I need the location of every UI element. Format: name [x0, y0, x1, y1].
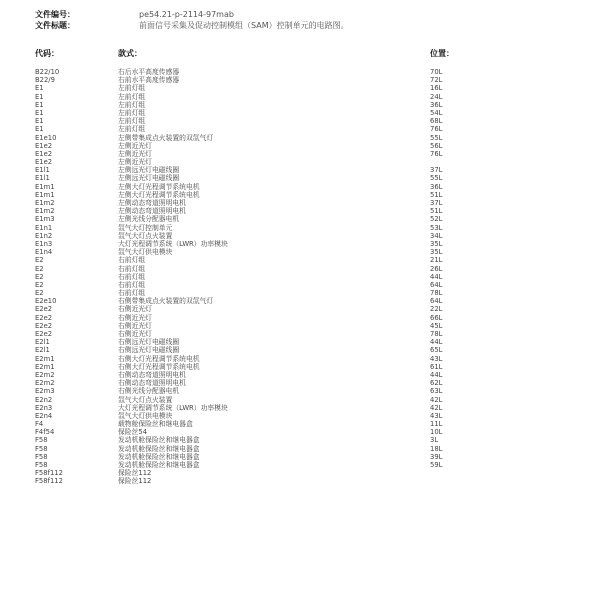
row-desc: 左前灯组 [118, 108, 146, 117]
row-code: E2 [35, 289, 44, 298]
table-row [0, 338, 601, 346]
row-code: F4 [35, 420, 44, 429]
row-code: E2e10 [35, 297, 57, 306]
row-code: F58 [35, 436, 48, 445]
table-row [0, 322, 601, 330]
table-row [0, 256, 601, 264]
table-row [0, 125, 601, 133]
row-pos: 72L [430, 76, 443, 85]
row-pos: 53L [430, 223, 443, 232]
row-desc: 左侧远光灯电磁线圈 [118, 174, 180, 183]
row-desc: 右前水平高度传感器 [118, 76, 180, 85]
row-pos: 54L [430, 108, 443, 117]
column-header-pos: 位置： [430, 49, 454, 58]
row-pos: 76L [430, 125, 443, 134]
row-pos: 18L [430, 444, 443, 453]
table-row [0, 93, 601, 101]
table-row [0, 371, 601, 379]
row-pos: 61L [430, 362, 443, 371]
row-pos: 22L [430, 305, 443, 314]
row-desc: 右前灯组 [118, 256, 146, 265]
row-code: E1e2 [35, 158, 53, 167]
row-desc: 右侧近光灯 [118, 321, 152, 330]
row-code: E2l1 [35, 346, 50, 355]
table-row [0, 281, 601, 289]
row-code: E1m3 [35, 215, 55, 224]
table-row [0, 363, 601, 371]
row-desc: 右侧带集成点火装置的双氙气灯 [118, 297, 214, 306]
row-desc: 氙气大灯控制单元 [118, 223, 173, 232]
row-code: E2 [35, 280, 44, 289]
table-row [0, 166, 601, 174]
row-pos: 44L [430, 272, 443, 281]
table-row [0, 248, 601, 256]
row-desc: 左前灯组 [118, 84, 146, 93]
row-code: E1n3 [35, 239, 53, 248]
row-code: E1m1 [35, 190, 55, 199]
table-row [0, 379, 601, 387]
row-desc: 右侧大灯光程调节系统电机 [118, 362, 200, 371]
table-row [0, 101, 601, 109]
row-code: E2l1 [35, 338, 50, 347]
row-desc: 发动机舱保险丝和继电器盒 [118, 436, 200, 445]
row-code: E2e2 [35, 330, 53, 338]
row-desc: 右前灯组 [118, 272, 146, 281]
row-pos: 45L [430, 321, 443, 330]
table-row [0, 346, 601, 354]
column-header-code: 代码： [35, 49, 59, 58]
parts-table [0, 68, 601, 486]
row-desc: 载物舱保险丝和继电器盒 [118, 420, 193, 429]
row-pos: 62L [430, 379, 443, 388]
row-desc: 右侧远光灯电磁线圈 [118, 338, 180, 347]
row-pos: 36L [430, 182, 443, 191]
table-row [0, 134, 601, 142]
row-pos: 36L [430, 100, 443, 109]
table-row [0, 240, 601, 248]
row-pos: 56L [430, 141, 443, 150]
table-row [0, 289, 601, 297]
row-desc: 左侧近光灯 [118, 149, 152, 158]
table-row [0, 183, 601, 191]
row-desc: 右前灯组 [118, 280, 146, 289]
table-row [0, 265, 601, 273]
row-desc: 氙气大灯供电模块 [118, 411, 173, 420]
row-code: E1l1 [35, 166, 50, 175]
row-code: E1m2 [35, 207, 55, 216]
table-row [0, 199, 601, 207]
row-code: F58f112 [35, 469, 63, 478]
row-desc: 大灯光程调节系统（LWR）功率模块 [118, 403, 228, 412]
row-desc: 左侧动态弯道照明电机 [118, 207, 186, 216]
row-desc: 左侧光线分配器电机 [118, 215, 180, 224]
row-pos: 37L [430, 199, 443, 207]
row-pos: 64L [430, 280, 443, 289]
doc-number-value: pe54.21-p-2114-97mab [139, 10, 234, 19]
row-code: F4f54 [35, 428, 55, 437]
row-pos: 44L [430, 370, 443, 379]
row-pos: 43L [430, 411, 443, 420]
row-code: E2m1 [35, 354, 55, 363]
row-code: E1 [35, 100, 44, 109]
row-code: E2e2 [35, 313, 53, 322]
row-pos: 78L [430, 330, 443, 338]
row-pos: 70L [430, 68, 443, 76]
row-pos: 51L [430, 207, 443, 216]
row-pos: 42L [430, 395, 443, 404]
row-code: E1e10 [35, 133, 57, 142]
row-desc: 氙气大灯点火装置 [118, 395, 173, 404]
column-header-desc: 款式： [118, 49, 142, 58]
row-desc: 左前灯组 [118, 92, 146, 101]
table-row [0, 469, 601, 477]
row-code: E1e2 [35, 149, 53, 158]
row-desc: 氙气大灯点火装置 [118, 231, 173, 240]
table-row [0, 142, 601, 150]
row-desc: 发动机舱保险丝和继电器盒 [118, 444, 200, 453]
row-desc: 保险丝112 [118, 469, 152, 478]
row-desc: 左侧远光灯电磁线圈 [118, 166, 180, 175]
row-pos: 16L [430, 84, 443, 93]
row-desc: 右侧光线分配器电机 [118, 387, 180, 396]
row-pos: 64L [430, 297, 443, 306]
table-row [0, 174, 601, 182]
row-code: F58f112 [35, 477, 63, 486]
row-code: B22/10 [35, 68, 60, 76]
table-row [0, 224, 601, 232]
row-desc: 右侧近光灯 [118, 313, 152, 322]
table-row [0, 420, 601, 428]
row-code: E1l1 [35, 174, 50, 183]
row-code: F58 [35, 461, 48, 469]
row-pos: 35L [430, 248, 443, 257]
row-desc: 氙气大灯供电模块 [118, 248, 173, 257]
table-row [0, 428, 601, 436]
row-pos: 10L [430, 428, 443, 437]
row-pos: 35L [430, 239, 443, 248]
table-row [0, 314, 601, 322]
row-desc: 右前灯组 [118, 289, 146, 298]
row-code: E2n4 [35, 411, 53, 420]
row-pos: 76L [430, 149, 443, 158]
row-pos: 3L [430, 436, 439, 445]
row-pos: 52L [430, 215, 443, 224]
doc-number-label: 文件编号： [35, 10, 75, 19]
table-row [0, 297, 601, 305]
row-code: E1m2 [35, 199, 55, 207]
row-desc: 左侧近光灯 [118, 158, 152, 167]
table-row [0, 453, 601, 461]
table-row [0, 477, 601, 485]
table-row [0, 68, 601, 76]
row-desc: 右前灯组 [118, 264, 146, 273]
row-code: E2m2 [35, 379, 55, 388]
row-code: E1 [35, 125, 44, 134]
table-row [0, 387, 601, 395]
row-pos: 59L [430, 461, 443, 469]
table-row [0, 76, 601, 84]
row-code: B22/9 [35, 76, 55, 85]
row-code: E1n1 [35, 223, 53, 232]
table-row [0, 150, 601, 158]
row-pos: 51L [430, 190, 443, 199]
row-pos: 65L [430, 346, 443, 355]
row-pos: 24L [430, 92, 443, 101]
row-desc: 发动机舱保险丝和继电器盒 [118, 461, 200, 469]
row-code: E1m1 [35, 182, 55, 191]
row-pos: 55L [430, 133, 443, 142]
row-pos: 11L [430, 420, 443, 429]
row-desc: 左侧带集成点火装置的双氙气灯 [118, 133, 214, 142]
table-row [0, 215, 601, 223]
table-row [0, 305, 601, 313]
row-pos: 34L [430, 231, 443, 240]
row-desc: 右侧远光灯电磁线圈 [118, 346, 180, 355]
row-code: E2 [35, 264, 44, 273]
row-pos: 21L [430, 256, 443, 265]
row-code: E2m2 [35, 370, 55, 379]
row-pos: 68L [430, 117, 443, 126]
doc-title-value: 前面信号采集及促动控制模组（SAM）控制单元的电路图。 [139, 21, 349, 30]
table-row [0, 355, 601, 363]
row-desc: 左侧近光灯 [118, 141, 152, 150]
table-row [0, 158, 601, 166]
row-desc: 保险丝112 [118, 477, 152, 486]
row-code: E2 [35, 272, 44, 281]
row-code: E1 [35, 117, 44, 126]
row-pos: 43L [430, 354, 443, 363]
table-row [0, 117, 601, 125]
row-pos: 63L [430, 387, 443, 396]
row-desc: 右侧大灯光程调节系统电机 [118, 354, 200, 363]
row-code: E1e2 [35, 141, 53, 150]
row-code: E1 [35, 92, 44, 101]
table-row [0, 412, 601, 420]
table-row [0, 436, 601, 444]
table-row [0, 404, 601, 412]
row-desc: 右侧近光灯 [118, 330, 152, 338]
row-pos: 44L [430, 338, 443, 347]
table-row [0, 273, 601, 281]
table-row [0, 461, 601, 469]
table-row [0, 84, 601, 92]
row-code: F58 [35, 452, 48, 461]
row-desc: 左前灯组 [118, 117, 146, 126]
table-row [0, 445, 601, 453]
doc-title-label: 文件标题： [35, 21, 75, 30]
row-desc: 左前灯组 [118, 100, 146, 109]
row-code: E1 [35, 84, 44, 93]
table-row [0, 191, 601, 199]
row-code: E1n2 [35, 231, 53, 240]
row-desc: 保险丝54 [118, 428, 148, 437]
row-desc: 右侧近光灯 [118, 305, 152, 314]
row-pos: 37L [430, 166, 443, 175]
row-desc: 发动机舱保险丝和继电器盒 [118, 452, 200, 461]
row-code: E2n3 [35, 403, 53, 412]
row-pos: 42L [430, 403, 443, 412]
table-row [0, 396, 601, 404]
row-code: E2 [35, 256, 44, 265]
row-code: E2m1 [35, 362, 55, 371]
row-pos: 66L [430, 313, 443, 322]
row-desc: 左前灯组 [118, 125, 146, 134]
row-desc: 左侧动态弯道照明电机 [118, 199, 186, 207]
row-code: E2e2 [35, 321, 53, 330]
row-pos: 26L [430, 264, 443, 273]
row-desc: 右侧动态弯道照明电机 [118, 379, 186, 388]
row-code: E2n2 [35, 395, 53, 404]
row-code: E1n4 [35, 248, 53, 257]
row-desc: 左侧大灯光程调节系统电机 [118, 190, 200, 199]
row-pos: 55L [430, 174, 443, 183]
table-row [0, 232, 601, 240]
table-row [0, 330, 601, 338]
row-code: F58 [35, 444, 48, 453]
row-code: E1 [35, 108, 44, 117]
row-desc: 大灯光程调节系统（LWR）功率模块 [118, 239, 228, 248]
row-desc: 右后水平高度传感器 [118, 68, 180, 76]
row-desc: 右侧动态弯道照明电机 [118, 370, 186, 379]
row-pos: 78L [430, 289, 443, 298]
table-row [0, 109, 601, 117]
row-code: E2m3 [35, 387, 55, 396]
row-desc: 左侧大灯光程调节系统电机 [118, 182, 200, 191]
row-pos: 39L [430, 452, 443, 461]
table-row [0, 207, 601, 215]
row-code: E2e2 [35, 305, 53, 314]
